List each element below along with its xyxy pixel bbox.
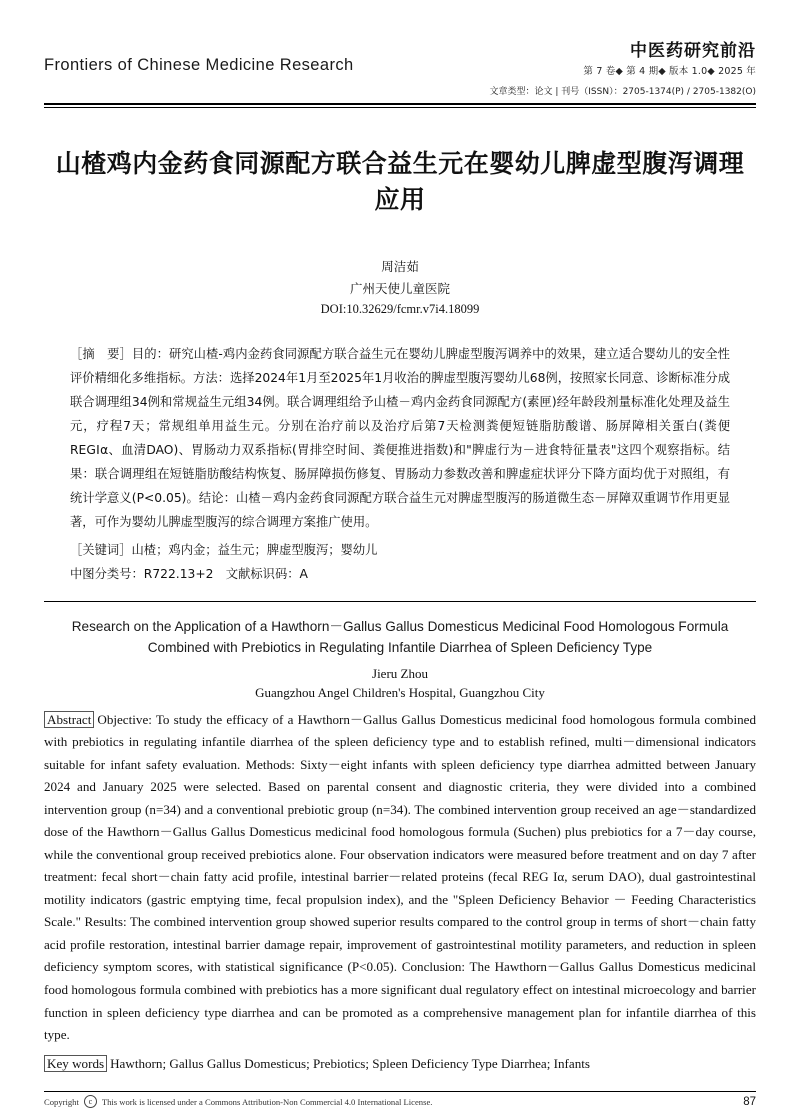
masthead [44, 0, 756, 79]
keywords-cn [70, 539, 730, 563]
section-divider [44, 601, 756, 602]
license-text: This work is licensed under a Commons Attribution-Non Commercial 4.0 International License. [101, 1096, 433, 1107]
journal-meta-block [583, 40, 756, 79]
journal-volume-line: 第 7 卷◆ 第 4 期◆ 版本 1.0◆ 2025 年 [583, 65, 756, 77]
article-type-line: 文章类型：论文 | 刊号（ISSN）：2705-1374(P) / 2705-1382(O) [489, 86, 756, 97]
author-affiliation-cn: 广州天使儿童医院 [349, 281, 450, 297]
abstract-cn-label: ［摘 要］ [70, 347, 132, 361]
header-rule-thick [44, 103, 756, 105]
keywords-cn-label: ［关键词］ [70, 542, 132, 557]
header-rule-thin [44, 107, 756, 108]
page-title-en-line2: Combined with Prebiotics in Regulating Infantile Diarrhea of Spleen Deficiency Type [147, 639, 653, 655]
page-footer [44, 1091, 756, 1108]
keywords-en [44, 1053, 756, 1075]
page-number: 87 [743, 1095, 756, 1108]
keywords-cn-text: 山楂；鸡内金；益生元；脾虚型腹泻；婴幼儿 [131, 542, 378, 557]
footer-rule [44, 1091, 756, 1092]
abstract-en-text: Objective: To study the efficacy of a Hawthorn－Gallus Gallus Domesticus medicinal food homologous formula combined with prebiotics in regulating infantile diarrhea of the spleen deficiency type and to establish refined, multi－dimensional indicators suitable for infant safety evaluation. Methods: Sixty－eight infants with spleen deficiency type diarrhea admitted between January 2024 and January 2025 were selected. Based on parental consent and diagnostic criteria, they were divided into a combined intervention group (n=34) and a conventional prebiotic group (n=34). The combined intervention group received an age－standardized dose of the Hawthorn－Gallus Gallus Domesticus medicinal food homologous formula (Suchen) plus prebiotics for a 7－day course, while the conventional group received prebiotics alone. Four observation indicators were measured before treatment and on day 7 after treatment: fecal short－chain fatty acid profile, intestinal barrier－related proteins (fecal REG Iα, serum DAO), dual gastrointestinal motility indicators (gastric emptying time, fecal propulsion index), and the "Spleen Deficiency Behavior － Feeding Characteristics Scale." Results: The combined intervention group showed superior results compared to the control group in terms of short－chain fatty acid profile restoration, intestinal barrier damage repair, improvement of gastrointestinal motility parameters, and reduction in spleen deficiency symptom scores, with statistical significance (P<0.05). Conclusion: The Hawthorn－Gallus Gallus Domesticus medicinal food homologous formula combined with prebiotics has a more significant dual regulatory effect on intestinal microecology and barrier function in spleen deficiency type diarrhea and can be promoted as a comprehensive management plan for infantile diarrhea of this type. [44, 711, 756, 1043]
license-block [44, 1095, 432, 1108]
journal-title-en: Frontiers of Chinese Medicine Research [44, 55, 354, 74]
clc-line: 中图分类号：R722.13+2 文献标识码：A [70, 566, 308, 581]
abstract-cn-text: 目的：研究山楂-鸡内金药食同源配方联合益生元在婴幼儿脾虚型腹泻调养中的效果，建立适合婴幼儿的安全性评价精细化多维指标。方法：选择2024年1月至2025年1月收治的脾虚型腹泻婴幼儿68例，按照家长同意、诊断标准分成联合调理组34例和常规益生元组34例。联合调理组给予山楂－鸡内金药食同源配方(素匣)经年龄段剂量标准化处理及益生元，疗程7天；常规组单用益生元。分别在治疗前以及治疗后第7天检测粪便短链脂肪酸谱、肠屏障相关蛋白(粪便REGⅠα、血清DAO)、胃肠动力双系指标(胃排空时间、粪便推进指数)和"脾虚行为－进食特征量表"这四个观察指标。结果：联合调理组在短链脂肪酸结构恢复、肠屏障损伤修复、胃肠动力参数改善和脾虚症状评分下降方面均优于对照组，有统计学意义(P<0.05)。结论：山楂－鸡内金药食同源配方联合益生元对脾虚型腹泻的肠道微生态－屏障双重调节作用更显著，可作为婴幼儿脾虚型腹泻的综合调理方案推广使用。 [70, 347, 730, 529]
author-name-cn: 周洁茹 [381, 259, 419, 275]
footer-row [44, 1095, 756, 1108]
abstract-en-label: Abstract [44, 711, 94, 728]
page-title-cn: 山楂鸡内金药食同源配方联合益生元在婴幼儿脾虚型腹泻调理应用 [55, 148, 745, 214]
copyright-label: Copyright [44, 1096, 79, 1107]
keywords-en-text: Hawthorn; Gallus Gallus Domesticus; Prebiotics; Spleen Deficiency Type Diarrhea; Infants [110, 1055, 591, 1071]
doi-text: DOI:10.32629/fcmr.v7i4.18099 [320, 302, 480, 316]
keywords-en-label: Key words [44, 1055, 107, 1072]
abstract-cn [70, 343, 730, 535]
creative-commons-icon: c [84, 1095, 97, 1108]
journal-title-cn: 中医药研究前沿 [630, 41, 756, 61]
author-name-en: Jieru Zhou [372, 665, 428, 681]
abstract-en [44, 709, 756, 1047]
author-affiliation-en: Guangzhou Angel Children's Hospital, Guangzhou City [255, 684, 545, 700]
page-title-en-line1: Research on the Application of a Hawthorn－Gallus Gallus Domesticus Medicinal Food Homologous Formula [71, 618, 729, 634]
